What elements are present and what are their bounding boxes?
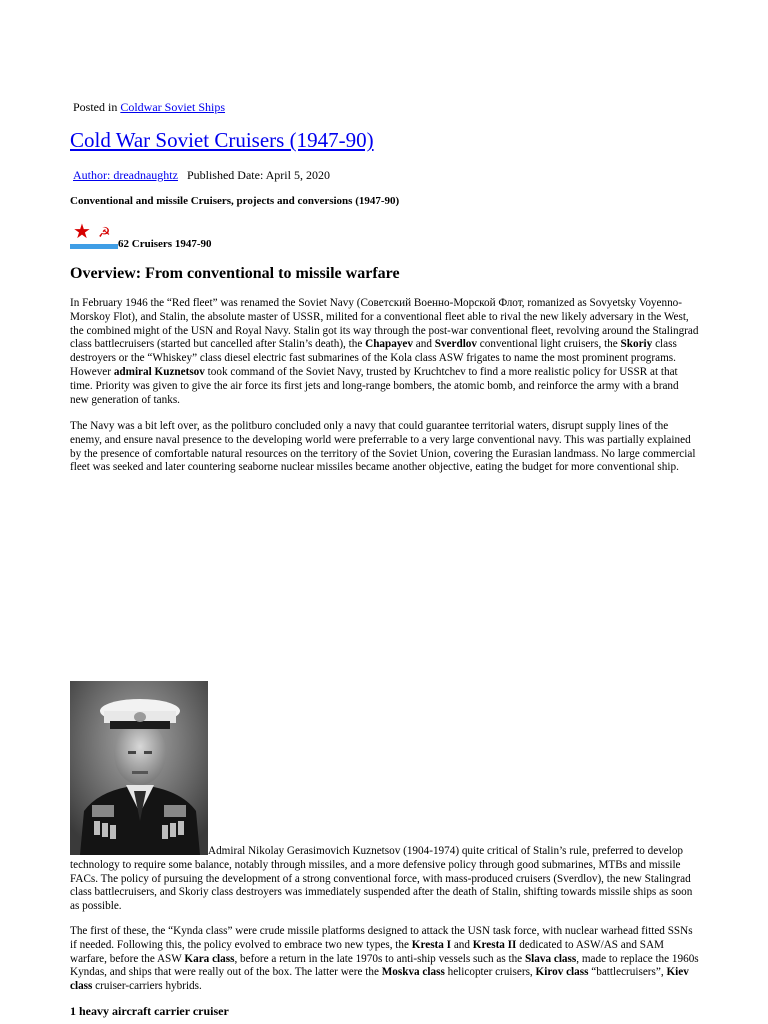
post-meta — [73, 168, 330, 183]
bold-term: Skoriy — [620, 338, 653, 351]
bold-term: Kresta II — [472, 938, 517, 951]
hammer-sickle-icon: ☭ — [98, 225, 111, 241]
bold-term: Kirov class — [535, 966, 589, 979]
bold-term: Kresta I — [411, 938, 452, 951]
text-run: class destroyers or the “Whiskey” class diesel electric fast submarines of the Kola class ASW frigates to name the most prominent programs. However — [70, 338, 677, 378]
text-run: and — [451, 938, 473, 951]
red-star-icon: ★ — [73, 221, 91, 243]
published-date: Published Date: April 5, 2020 — [186, 168, 330, 182]
bold-term: Kiev class — [70, 966, 689, 993]
bold-term: Moskva class — [381, 966, 445, 979]
text-run: , made to replace the 1960s Kyndas, and ships that were really out of the box. The latter were the — [70, 952, 699, 979]
text-run: conventional light cruisers, the — [477, 338, 621, 351]
paragraph-4 — [70, 925, 700, 994]
section-heading: Overview: From conventional to missile warfare — [70, 265, 400, 282]
soviet-navy-flag-icon — [70, 221, 118, 250]
bold-term: Chapayev — [365, 338, 413, 351]
list-heading: 1 heavy aircraft carrier cruiser — [70, 1004, 229, 1018]
category-link[interactable]: Coldwar Soviet Ships — [120, 100, 226, 114]
bold-term: Sverdlov — [434, 338, 477, 351]
bold-term: Slava class — [524, 952, 577, 965]
text-run: took command of the Soviet Navy, trusted by Kruchtchev to find a more realistic policy for USSR at that time. Priority was given to give the air force its first jets and long-range bombers, the atomic bomb, and reinforce the army with a brand new generation of tanks. — [70, 365, 679, 406]
article-subtitle: Conventional and missile Cruisers, projects and conversions (1947-90) — [70, 195, 400, 207]
bold-term: Kara class — [184, 952, 235, 965]
cruiser-count: 62 Cruisers 1947-90 — [118, 238, 212, 250]
page-title[interactable] — [70, 128, 374, 153]
text-run: and — [412, 338, 435, 351]
title-link[interactable]: Cold War Soviet Cruisers (1947-90) — [70, 128, 374, 152]
text-run: In February 1946 the “Red fleet” was renamed the Soviet Navy (Советский Военно-Морской Флот, romanized as Sovyetsky Voyenno-Morskoy Flot), and Stalin, the absolute master of USSR, milited for a conventional fleet able to rival the new likely adversary in the West, the combined might of the USN and Royal Navy. Stalin got its way through the post-war conventional fleet, revolving around the Stalingrad class battlecruisers (started but cancelled after Stalin’s death), the — [70, 297, 699, 351]
paragraph-1 — [70, 297, 700, 407]
posted-in-line — [73, 100, 225, 115]
paragraph-3: Admiral Nikolay Gerasimovich Kuznetsov (1904-1974) quite critical of Stalin’s rule, preferred to develop technology to require some balance, notably through missiles, and a more defensive policy through good submarines, MTBs and missile FACs. The policy of pursuing the development of a strong conventional force, with mass-produced cruisers (Sverdlov), the new Stalingrad class battlecruisers, and Skoriy class destroyers was immediately suspended after the death of Stalin, shifting towards missile ships as soon as possible. — [70, 845, 693, 913]
portrait-svg — [70, 681, 208, 855]
text-run: helicopter cruisers, — [444, 966, 536, 979]
text-run: cruiser-carriers hybrids. — [92, 980, 202, 993]
text-run: , before a return in the late 1970s to anti-ship vessels such as the — [234, 952, 525, 965]
bold-term: admiral Kuznetsov — [113, 365, 205, 378]
text-run: “battlecruisers”, — [588, 966, 667, 979]
author-link[interactable]: Author: dreadnaughtz — [73, 168, 178, 182]
text-run: The first of these, the “Kynda class” were crude missile platforms designed to attack the USN task force, with nuclear warhead fitted SSNs if needed. Following this, the policy evolved to embrace two new types, the — [70, 925, 693, 951]
posted-in-label: Posted in — [73, 100, 118, 114]
kuznetsov-portrait-image — [70, 681, 208, 855]
flag-blue-stripe — [70, 244, 118, 249]
text-run: dedicated to ASW/AS and SAM warfare, before the ASW — [70, 938, 664, 965]
paragraph-2: The Navy was a bit left over, as the politburo concluded only a navy that could guarantee territorial waters, disrupt supply lines of the enemy, and ensure naval presence to the developing world were preferrable to a very large conventional navy. This was partially explained by the presence of comfortable natural resources on the territory of the Soviet Union, covering the Eurasian landmass. No large commercial fleet was seeked and later countering seaborne nuclear missiles became another objective, eating the budget for more conventional ship. — [70, 420, 696, 474]
